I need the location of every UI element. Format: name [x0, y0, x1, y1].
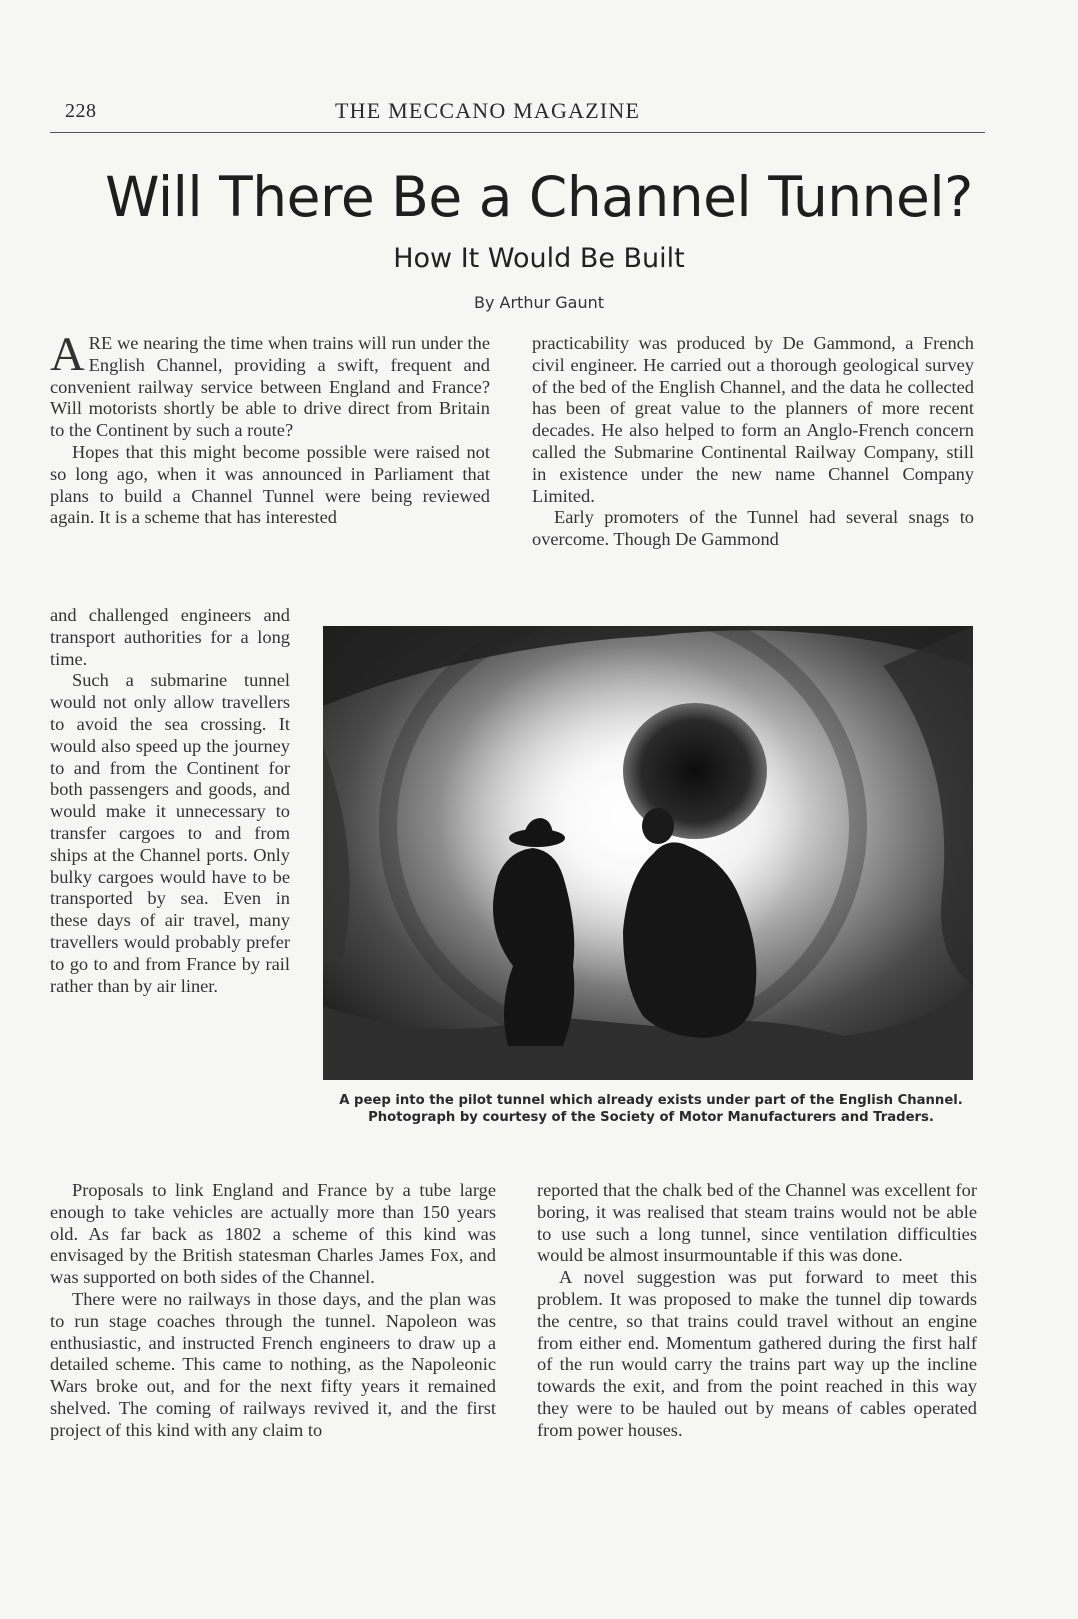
- tunnel-photo-illustration: [323, 626, 973, 1080]
- paragraph: practicability was produced by De Gammond, a French civil engineer. He carried out a thorough geological survey of the bed of the English Channel, and the data he collected has been of great value to the planners of more recent decades. He also helped to form an Anglo-French concern called the Submarine Continental Railway Company, still in existence under the new name Channel Company Limited.: [532, 333, 974, 506]
- paragraph: Such a submarine tunnel would not only allow travellers to avoid the sea crossing. It would also speed up the journey to and from the Continent for both passengers and goods, and would make it unnecessary to transfer cargoes to and from ships at the Channel ports. Only bulky cargoes would have to be transported by sea. Even in these days of air travel, many travellers would probably prefer to go to and from France by rail rather than by air liner.: [50, 670, 290, 996]
- page-number: 228: [65, 100, 97, 122]
- running-header: [50, 98, 985, 133]
- paragraph: reported that the chalk bed of the Channel was excellent for boring, it was realised that steam trains would not be able to use such a long tunnel, since ventilation difficulties would be almost insurmountable if this was done.: [537, 1180, 977, 1266]
- paragraph: ARE we nearing the time when trains will run under the English Channel, providing a swift, frequent and convenient railway service between England and France? Will motorists shortly be able to drive direct from Britain to the Continent by such a route?: [50, 328, 490, 441]
- paragraph: There were no railways in those days, and the plan was to run stage coaches through the tunnel. Napoleon was enthusiastic, and instructed French engineers to draw up a detailed scheme. This came to nothing, as the Napoleonic Wars broke out, and for the next fifty years it remained shelved. The coming of railways revived it, and the first project of this kind with any claim to: [50, 1288, 496, 1440]
- text-column-bottom-left: [50, 1180, 496, 1442]
- tunnel-photograph: [323, 626, 973, 1080]
- text-column-top-left: [50, 328, 490, 529]
- paragraph: and challenged engineers and transport authorities for a long time.: [50, 605, 290, 669]
- paragraph: A novel suggestion was put forward to meet this problem. It was proposed to make the tunnel dip towards the centre, so that trains could travel without an engine from either end. Momentum gathered during the first half of the run would carry the trains part way up the incline towards the exit, and from the point reached in this way they were to be hauled out by means of cables operated from power houses.: [537, 1267, 977, 1440]
- photo-caption: A peep into the pilot tunnel which already exists under part of the English Channel. Photograph by courtesy of the Society of Motor Manufacturers and Traders.: [339, 1093, 963, 1125]
- paragraph: Early promoters of the Tunnel had several snags to overcome. Though De Gammond: [532, 507, 974, 550]
- article-title: Will There Be a Channel Tunnel?: [105, 165, 973, 229]
- article-byline: By Arthur Gaunt: [473, 293, 605, 312]
- text-column-narrow: [50, 605, 290, 997]
- paragraph: Proposals to link England and France by a tube large enough to take vehicles are actually more than 150 years old. As far back as 1802 a scheme of this kind was envisaged by the British statesman Charles James Fox, and was supported on both sides of the Channel.: [50, 1180, 496, 1288]
- text-column-bottom-right: [537, 1180, 977, 1442]
- paragraph: Hopes that this might become possible were raised not so long ago, when it was announced in Parliament that plans to build a Channel Tunnel were being reviewed again. It is a scheme that has interested: [50, 441, 490, 528]
- article-subtitle: How It Would Be Built: [393, 243, 685, 274]
- drop-cap: A: [50, 328, 85, 381]
- text-column-top-right: [532, 333, 974, 551]
- magazine-title: THE MECCANO MAGAZINE: [335, 98, 641, 123]
